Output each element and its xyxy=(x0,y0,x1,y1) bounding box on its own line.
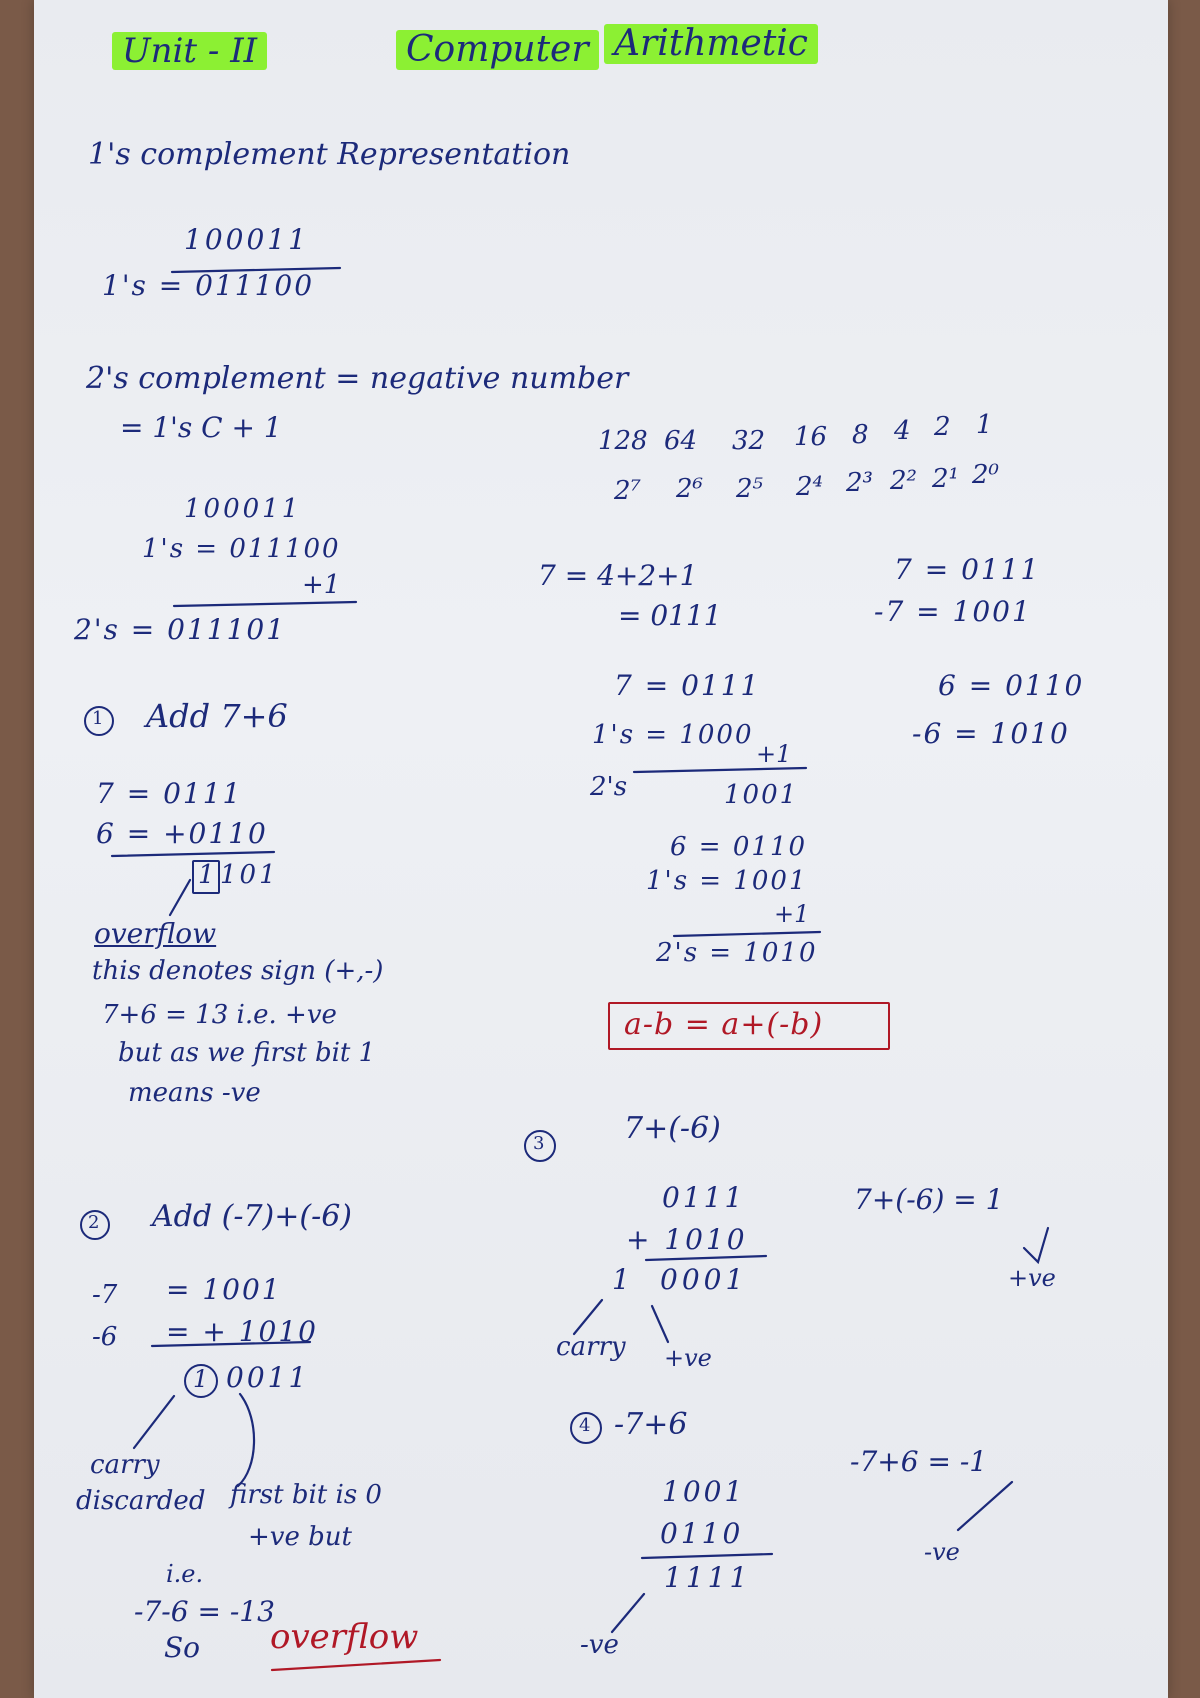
example1-note1: this denotes sign (+,-) xyxy=(92,956,384,986)
power: 2⁷ xyxy=(614,476,641,506)
example2-equation: -7-6 = -13 xyxy=(134,1595,275,1628)
twos-comp-result: 2's = 011101 xyxy=(74,613,287,646)
power: 2⁴ xyxy=(796,472,823,502)
twos-comp-plus-one: +1 xyxy=(302,570,341,600)
ex3-ve-arrow xyxy=(652,1306,668,1342)
example4-ve-note: -ve xyxy=(580,1630,619,1660)
power: 2⁰ xyxy=(972,460,999,490)
example3-carry-bit: 1 xyxy=(612,1263,630,1296)
six-binary-negative: -6 = 1010 xyxy=(912,717,1070,750)
example2-line1-label: -7 xyxy=(92,1280,118,1310)
ex2-carry-arrow xyxy=(134,1396,174,1448)
power: 2⁶ xyxy=(676,474,703,504)
power: 2³ xyxy=(846,468,873,498)
weight: 2 xyxy=(934,412,951,442)
power: 2¹ xyxy=(932,464,959,494)
example2-title: Add (-7)+(-6) xyxy=(152,1199,353,1234)
six-binary-positive: 6 = 0110 xyxy=(938,669,1085,702)
example3-line1: 0111 xyxy=(662,1181,746,1214)
example1-result: 101 xyxy=(220,860,279,890)
weight: 16 xyxy=(794,422,828,452)
identity-formula: a-b = a+(-b) xyxy=(624,1007,824,1042)
seven-binary-negative: -7 = 1001 xyxy=(874,595,1032,628)
example3-title: 7+(-6) xyxy=(624,1111,721,1146)
example4-side-note: -ve xyxy=(924,1538,960,1566)
example2-bit-note1: first bit is 0 xyxy=(230,1480,382,1510)
six-twos-result: 2's = 1010 xyxy=(656,938,818,968)
example1-note3: but as we first bit 1 xyxy=(118,1038,376,1068)
example2-bit-note2: +ve but xyxy=(248,1522,352,1552)
ex3-carry-arrow xyxy=(574,1300,602,1334)
seven-binary-positive: 7 = 0111 xyxy=(894,553,1041,586)
weight: 8 xyxy=(852,420,869,450)
ex4-rule xyxy=(642,1554,772,1558)
seven-twos-ones: 1's = 1000 xyxy=(592,720,754,750)
ones-comp-number: 100011 xyxy=(184,223,309,256)
ex4-ve-arrow xyxy=(612,1594,644,1632)
example3-side-equation: 7+(-6) = 1 xyxy=(854,1183,1004,1216)
example2-so: So xyxy=(164,1631,201,1664)
seven-binary-line1: 7 = 4+2+1 xyxy=(538,559,698,592)
power: 2² xyxy=(890,466,917,496)
example1-number: 1 xyxy=(92,708,104,729)
six-twos-six: 6 = 0110 xyxy=(670,832,808,862)
ex3-side-arrow xyxy=(1024,1228,1048,1262)
power: 2⁵ xyxy=(736,474,763,504)
example2-line2-value: = + 1010 xyxy=(166,1315,318,1348)
example1-carry-bit: 1 xyxy=(198,860,215,890)
ex1-arrow xyxy=(170,880,190,915)
weight: 4 xyxy=(894,416,911,446)
ex4-side-arrow xyxy=(958,1482,1012,1530)
ex1-rule xyxy=(112,852,274,856)
weight: 128 xyxy=(598,426,648,456)
example3-carry-note: carry xyxy=(556,1332,626,1362)
example1-line1: 7 = 0111 xyxy=(96,777,243,810)
notebook-page xyxy=(34,0,1168,1698)
example4-side-equation: -7+6 = -1 xyxy=(850,1445,988,1478)
example1-note2: 7+6 = 13 i.e. +ve xyxy=(102,1000,337,1030)
seven-twos-result: 1001 xyxy=(724,780,799,810)
example2-ie: i.e. xyxy=(166,1560,204,1588)
example3-line2: + 1010 xyxy=(626,1223,748,1256)
seven-twos-seven: 7 = 0111 xyxy=(614,669,761,702)
example1-note4: means -ve xyxy=(128,1078,261,1108)
twos-comp-formula: = 1's C + 1 xyxy=(120,411,282,444)
twos-comp-rule xyxy=(174,602,356,606)
example1-title: Add 7+6 xyxy=(146,697,288,735)
example2-carry-note1: carry xyxy=(90,1450,160,1480)
example2-result: 0011 xyxy=(226,1361,310,1394)
ones-comp-result: 1's = 011100 xyxy=(102,269,315,302)
example3-side-note: +ve xyxy=(1008,1264,1056,1292)
example4-result: 1111 xyxy=(664,1561,752,1594)
twos-comp-heading: 2's complement = negative number xyxy=(86,361,629,396)
example2-line2-label: -6 xyxy=(92,1322,118,1352)
example2-overflow: overflow xyxy=(270,1617,419,1657)
example1-overflow-label: overflow xyxy=(94,917,217,950)
title-word-arithmetic: Arithmetic xyxy=(604,24,818,64)
sevens-rule xyxy=(634,768,806,772)
example4-number: 4 xyxy=(579,1415,591,1436)
seven-twos-label: 2's xyxy=(590,772,628,802)
example2-carry-note2: discarded xyxy=(76,1486,206,1516)
weight: 1 xyxy=(976,410,993,440)
ex3-rule xyxy=(646,1256,766,1260)
example1-line2: 6 = +0110 xyxy=(96,817,268,850)
example3-ve-note: +ve xyxy=(664,1344,712,1372)
example3-number: 3 xyxy=(533,1133,545,1154)
example4-line1: 1001 xyxy=(662,1475,746,1508)
weight: 64 xyxy=(664,426,698,456)
overflow-underline xyxy=(272,1660,440,1670)
title-word-computer: Computer xyxy=(396,30,599,70)
sixes-rule xyxy=(674,932,820,936)
seven-twos-plus: +1 xyxy=(756,740,792,768)
example2-number: 2 xyxy=(88,1212,100,1233)
ones-comp-heading: 1's complement Representation xyxy=(88,137,571,172)
unit-label: Unit - II xyxy=(112,32,267,70)
twos-comp-number: 100011 xyxy=(184,494,302,524)
example4-line2: 0110 xyxy=(660,1517,744,1550)
seven-binary-line2: = 0111 xyxy=(618,599,722,632)
weight: 32 xyxy=(732,426,766,456)
example2-line1-value: = 1001 xyxy=(166,1273,282,1306)
twos-comp-ones: 1's = 011100 xyxy=(142,534,341,564)
ex2-bit-arrow xyxy=(238,1394,254,1486)
example4-title: -7+6 xyxy=(614,1407,688,1442)
example3-result: 0001 xyxy=(660,1263,748,1296)
six-twos-plus: +1 xyxy=(774,900,810,928)
example2-carry-bit: 1 xyxy=(193,1365,209,1393)
six-twos-ones: 1's = 1001 xyxy=(646,866,808,896)
